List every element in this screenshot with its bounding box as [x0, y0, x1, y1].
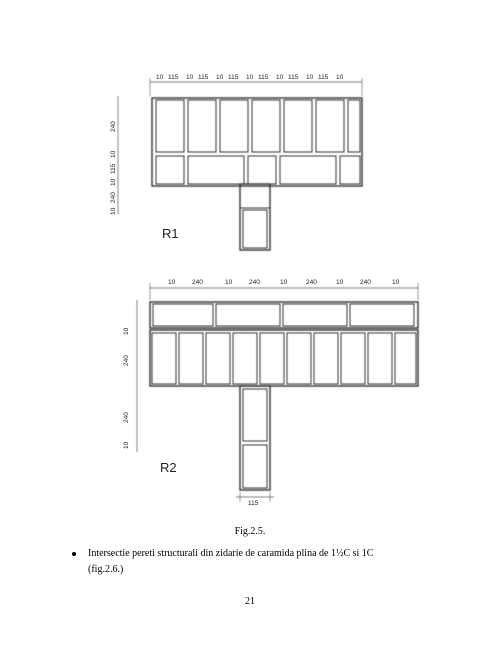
dim-label: 10 [216, 74, 224, 81]
dim-label: 115 [258, 74, 269, 81]
dim-label: 240 [123, 355, 130, 366]
bullet-list-item [72, 546, 452, 578]
dim-label: 10 [110, 207, 117, 215]
dim-label: 115 [168, 74, 179, 81]
r2-bottom-dimension: 115 [248, 500, 259, 507]
dim-label: 10 [123, 327, 130, 335]
dim-label: 115 [110, 163, 117, 174]
dim-label: 240 [123, 412, 130, 423]
dim-label: 10 [123, 441, 130, 449]
dim-label: 10 [110, 178, 117, 186]
dim-label: 115 [318, 74, 329, 81]
dim-label: 115 [288, 74, 299, 81]
dim-label: 240 [249, 279, 260, 286]
dim-label: 10 [156, 74, 164, 81]
r1-drawing [118, 78, 362, 250]
bullet-icon [72, 552, 76, 556]
dim-label: 10 [280, 279, 288, 286]
dim-label: 10 [246, 74, 254, 81]
dim-label: 240 [110, 192, 117, 203]
page-number: 21 [245, 596, 255, 607]
r2-drawing [137, 283, 418, 502]
r2-label: R2 [160, 460, 177, 475]
dim-label: 10 [276, 74, 284, 81]
dim-label: 240 [110, 121, 117, 132]
dim-label: 10 [306, 74, 314, 81]
dim-label: 10 [336, 279, 344, 286]
r1-label: R1 [162, 226, 179, 241]
dim-label: 240 [360, 279, 371, 286]
dim-label: 240 [192, 279, 203, 286]
r1-top-dimensions [156, 74, 344, 81]
dim-label: 10 [392, 279, 400, 286]
dim-label: 10 [186, 74, 194, 81]
figure-caption: Fig.2.5. [234, 526, 266, 537]
dim-label: 240 [306, 279, 317, 286]
r2-side-dimensions [123, 327, 130, 449]
dim-label: 10 [336, 74, 344, 81]
bullet-text-line1: Intersectie pereti structurali din zidarie de caramida plina de 1½C si 1C [88, 548, 374, 559]
dim-label: 10 [168, 279, 176, 286]
dim-label: 115 [198, 74, 209, 81]
dim-label: 10 [110, 150, 117, 158]
r1-side-dimensions [110, 121, 117, 215]
dim-label: 10 [225, 279, 233, 286]
r2-top-dimensions [168, 279, 400, 286]
dim-label: 115 [228, 74, 239, 81]
bullet-text-line2: (fig.2.6.) [88, 564, 124, 575]
